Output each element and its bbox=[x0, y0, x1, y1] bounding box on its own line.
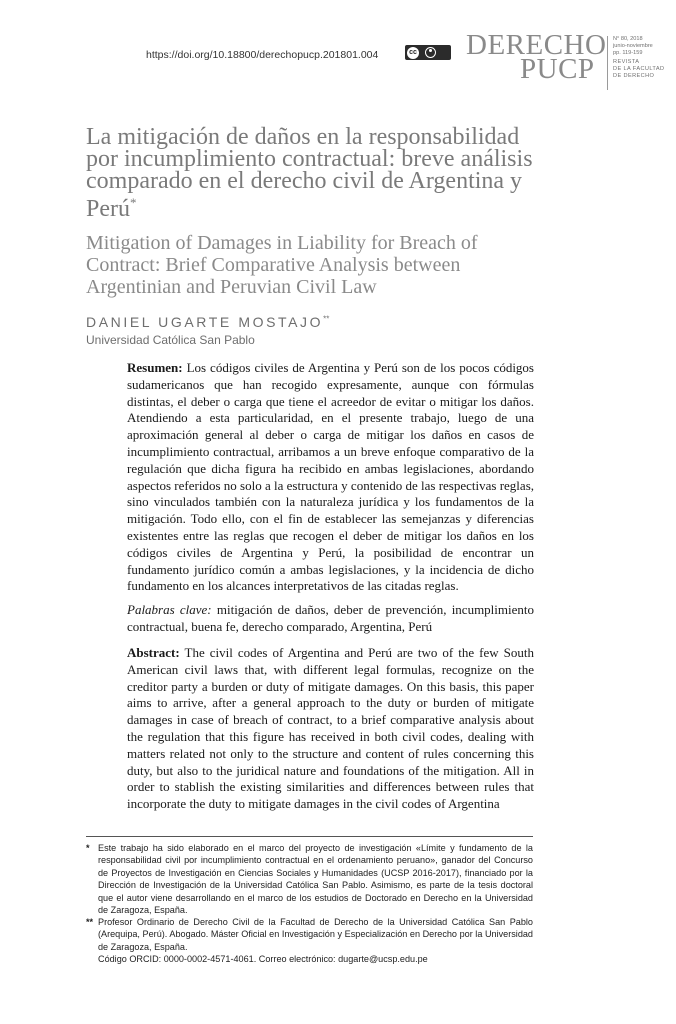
footnote-2-contact: Código ORCID: 0000-0002-4571-4061. Correo electrónico: dugarte@ucsp.edu.pe bbox=[98, 954, 428, 965]
footnote-1-marker: * bbox=[86, 843, 90, 853]
resumen-text: Los códigos civiles de Argentina y Perú son de los pocos códigos sudamericanos que han recogido expresamente, aunque con fórmulas distintas, el deber o carga que tiene el acreedor de evitar o mitigar los daños. Atendiendo a esta particularidad, en el presente trabajo, luego de una aproximación general al deber o carga de mitigar los daños en casos de incumplimiento contractual, arribamos a un breve enfoque comparativo de la regulación que dicha figura ha recibido en ambas legislaciones, abordando aspectos referidos no solo a la estructura y contenido de las respectivas reglas, sino vinculados también con la naturaleza jurídica y los fundamentos de la mitigación. Todo ello, con el fin de establecer las semejanzas y diferencias existentes entre las reglas que recogen el deber de mitigar los daños en los códigos civiles de Argentina y Perú, la posibilidad de encontrar un fundamento jurídico común a ambas legislaciones, y la incidencia de dicho fundamento en los alcances interpretativos de las citadas reglas. bbox=[127, 360, 534, 594]
journal-name-line1: DERECHO bbox=[466, 29, 607, 61]
publisher-line1: REVISTA bbox=[613, 59, 640, 65]
issue-dates: junio-noviembre bbox=[613, 43, 653, 49]
article-subtitle: Mitigation of Damages in Liability for Breach of Contract: Brief Comparative Analysis between Argentinian and Peruvian Civil Law bbox=[86, 232, 478, 298]
author-affiliation: Universidad Católica San Pablo bbox=[86, 333, 255, 347]
author-name bbox=[86, 314, 329, 330]
publisher-line2: DE LA FACULTAD bbox=[613, 66, 665, 72]
cc-license-badge[interactable] bbox=[405, 45, 451, 60]
footnote-1 bbox=[86, 842, 533, 916]
keywords-paragraph bbox=[127, 602, 534, 636]
footnote-2 bbox=[86, 916, 533, 966]
keywords-text: mitigación de daños, deber de prevención, incumplimiento contractual, buena fe, derecho comparado, Argentina, Perú bbox=[127, 602, 535, 634]
publisher-line3: DE DERECHO bbox=[613, 73, 655, 79]
issue-metadata bbox=[613, 36, 664, 80]
footnote-2-text: Profesor Ordinario de Derecho Civil de la Facultad de Derecho de la Universidad Católica San Pablo (Arequipa, Perú). Abogado. Máster Oficial en Investigación y Especialización en Derecho por la Universidad de Zaragoza, España. bbox=[98, 917, 533, 952]
article-title-text: La mitigación de daños en la responsabilidad por incumplimiento contractual: breve análisis comparado en el derecho civil de Argentina y Perú bbox=[86, 124, 533, 222]
logo-divider bbox=[607, 36, 608, 90]
abstract-paragraph bbox=[127, 645, 534, 813]
author-name-text: DANIEL UGARTE MOSTAJO bbox=[86, 314, 324, 330]
abstract-text: The civil codes of Argentina and Perú are two of the few South American civil laws that, with different legal formulas, recognize on the creditor party a burden or duty of mitigate damages. On this basis, this paper aims to arrive, after a general approach to the duty or burden of mitigate damages in case of breach of contract, to a brief comparative analysis about the regulation that this figure has received in both civil codes, dealing with matters related not only to the structure and content of rules concerning this duty, but also to the juridical nature and foundations of the mitigation. All in order to stablish the existing similarities and differences between rules that incorporate the duty to mitigate damages in the civil codes of Argentina bbox=[127, 645, 534, 812]
cc-icon: cc bbox=[407, 47, 419, 59]
footnote-2-body bbox=[98, 916, 533, 966]
page-range: pp. 119-159 bbox=[613, 50, 643, 56]
journal-logo bbox=[466, 29, 607, 85]
doi-link[interactable]: https://doi.org/10.18800/derechopucp.201801.004 bbox=[146, 49, 379, 61]
issue-number: N° 80, 2018 bbox=[613, 36, 643, 42]
attribution-icon bbox=[425, 47, 436, 58]
footnote-1-text: Este trabajo ha sido elaborado en el marco del proyecto de investigación «Límite y fundamento de la responsabilidad civil por incumplimiento contractual en el ordenamiento peruano», ganador del Concurso de Proyectos de Investigación en Ciencias Sociales y Humanidades (UCSP 2016-2017), financiado por la Dirección de Investigación de la Universidad Católica San Pablo. Asimismo, es parte de la tesis doctoral que el autor viene desarrollando en el marco de los estudios de Doctorado en Derecho en la Universidad de Zaragoza, España. bbox=[98, 843, 533, 916]
title-footnote-marker[interactable]: * bbox=[130, 195, 137, 210]
footnote-divider bbox=[86, 836, 533, 837]
abstract-label: Abstract: bbox=[127, 645, 180, 660]
resumen-paragraph bbox=[127, 360, 534, 595]
keywords-label: Palabras clave: bbox=[127, 602, 212, 617]
author-footnote-marker[interactable]: ** bbox=[323, 314, 330, 324]
footnote-2-marker: ** bbox=[86, 917, 94, 927]
article-title bbox=[86, 126, 556, 220]
resumen-label: Resumen: bbox=[127, 360, 183, 375]
journal-name-line2: PUCP bbox=[520, 53, 595, 85]
